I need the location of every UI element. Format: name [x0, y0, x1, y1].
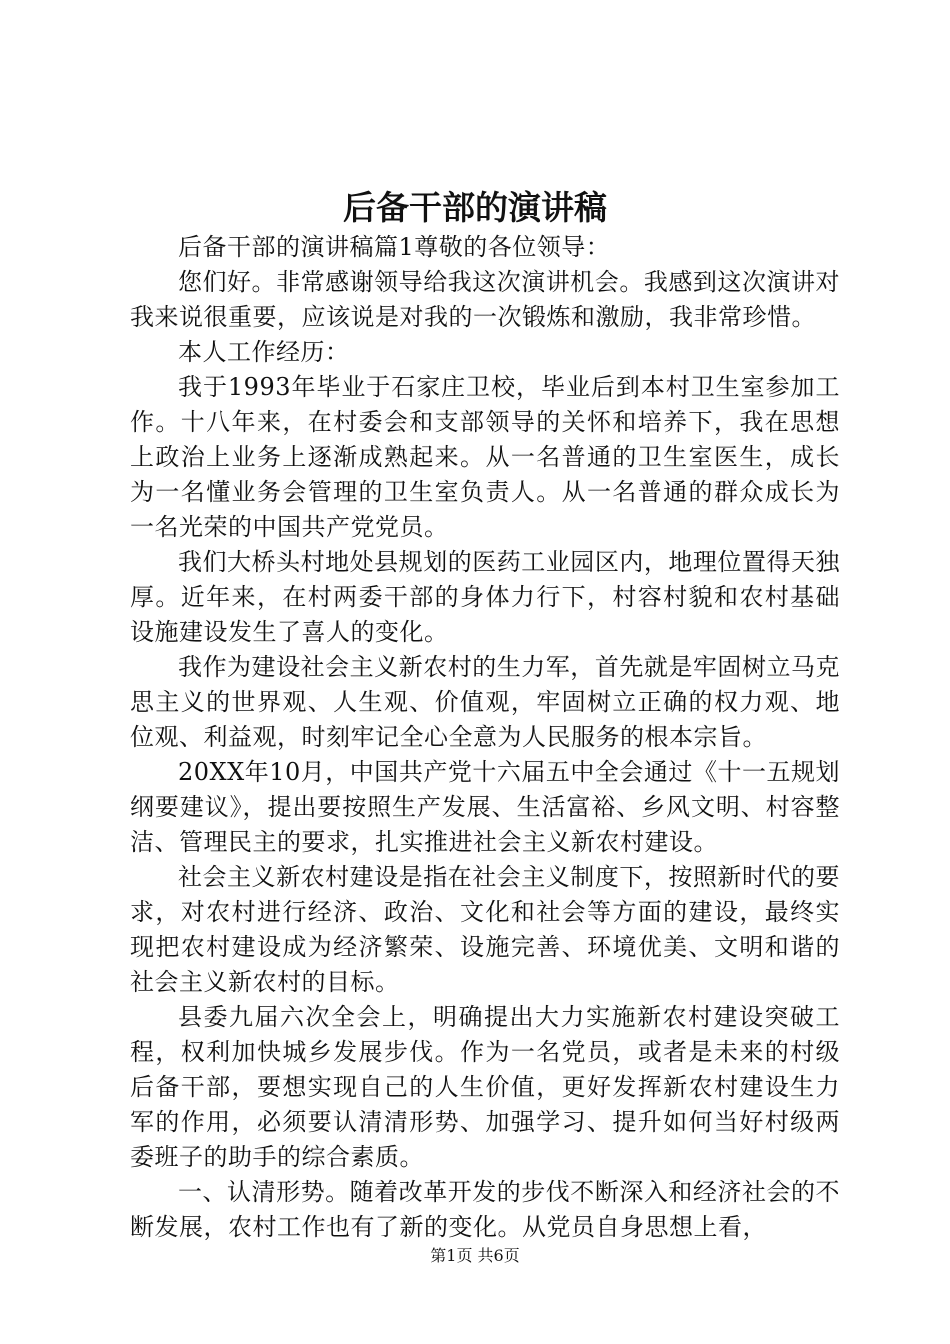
paragraph-village: 我们大桥头村地处县规划的医药工业园区内，地理位置得天独厚。近年来，在村两委干部的身体力行下，村容村貌和农村基础设施建设发生了喜人的变化。	[130, 548, 840, 646]
document-title: 后备干部的演讲稿	[343, 188, 607, 227]
paragraph-thanks: 您们好。非常感谢领导给我这次演讲机会。我感到这次演讲对我来说很重要，应该说是对我的一次锻炼和激励，我非常珍惜。	[130, 268, 840, 331]
page-number-footer: 第1页 共6页	[430, 1246, 520, 1265]
paragraph-situation: 一、认清形势。随着改革开发的步伐不断深入和经济社会的不断发展，农村工作也有了新的变化。从党员自身思想上看，	[130, 1178, 840, 1241]
paragraph-new-countryside: 社会主义新农村建设是指在社会主义制度下，按照新时代的要求，对农村进行经济、政治、文化和社会等方面的建设，最终实现把农村建设成为经济繁荣、设施完善、环境优美、文明和谐的社会主义新农村的目标。	[130, 863, 840, 996]
paragraph-work-history-heading: 本人工作经历：	[178, 338, 350, 366]
document-body	[130, 230, 840, 1245]
paragraph-work-history: 我于1993年毕业于石家庄卫校，毕业后到本村卫生室参加工作。十八年来，在村委会和支部领导的关怀和培养下，我在思想上政治上业务上逐渐成熟起来。从一名普通的卫生室医生，成长为一名懂业务会管理的卫生室负责人。从一名普通的群众成长为一名光荣的中国共产党党员。	[130, 373, 840, 541]
paragraph-county-committee: 县委九届六次全会上，明确提出大力实施新农村建设突破工程，权利加快城乡发展步伐。作为一名党员，或者是未来的村级后备干部，要想实现自己的人生价值，更好发挥新农村建设生力军的作用，必须要认清清形势、加强学习、提升如何当好村级两委班子的助手的综合素质。	[130, 1003, 840, 1171]
paragraph-plenary: 20XX年10月，中国共产党十六届五中全会通过《十一五规划纲要建议》，提出要按照生产发展、生活富裕、乡风文明、村容整洁、管理民主的要求，扎实推进社会主义新农村建设。	[130, 758, 840, 856]
paragraph-worldview: 我作为建设社会主义新农村的生力军，首先就是牢固树立马克思主义的世界观、人生观、价值观，牢固树立正确的权力观、地位观、利益观，时刻牢记全心全意为人民服务的根本宗旨。	[130, 653, 840, 751]
paragraph-greeting: 后备干部的演讲稿篇1尊敬的各位领导：	[178, 233, 611, 261]
